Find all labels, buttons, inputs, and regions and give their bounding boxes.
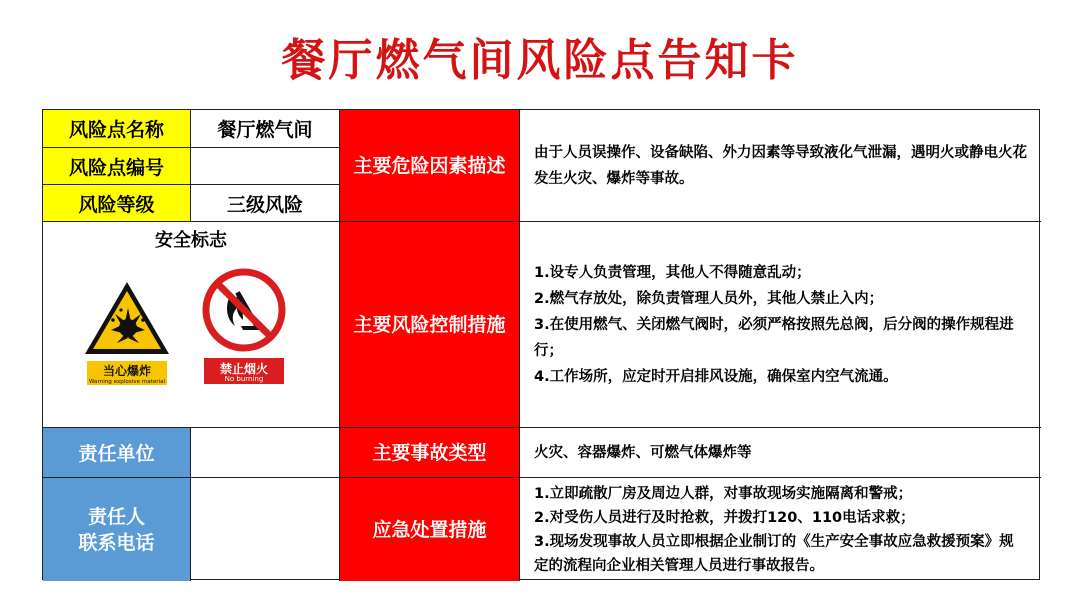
emergency-item: 1.立即疏散厂房及周边人群，对事故现场实施隔离和警戒； bbox=[534, 485, 913, 502]
risk-level-value: 三级风险 bbox=[191, 185, 340, 222]
accident-types-text: 火灾、容器爆炸、可燃气体爆炸等 bbox=[520, 428, 1041, 478]
sign1-label: 当心爆炸 bbox=[102, 364, 152, 378]
contact-label-line2: 联系电话 bbox=[78, 531, 155, 554]
emergency-item: 2.对受伤人员进行及时抢救，并拨打120、110电话求救； bbox=[534, 509, 915, 526]
risk-code-value bbox=[191, 148, 340, 185]
page-title: 餐厅燃气间风险点告知卡 bbox=[281, 35, 799, 86]
control-measures-label: 主要风险控制措施 bbox=[340, 222, 520, 428]
no-fire-icon bbox=[201, 268, 287, 386]
control-item: 3.在使用燃气、关闭燃气阀时，必须严格按照先总阀，后分阀的操作规程进行； bbox=[534, 316, 1014, 359]
hazard-factors-label: 主要危险因素描述 bbox=[340, 110, 520, 222]
safety-signs-title: 安全标志 bbox=[155, 230, 227, 251]
control-item: 4.工作场所，应定时开启排风设施，确保室内空气流通。 bbox=[534, 368, 898, 385]
contact-label-line1: 责任人 bbox=[87, 505, 145, 528]
control-item: 2.燃气存放处，除负责管理人员外，其他人禁止入内； bbox=[534, 290, 884, 307]
control-measures-text bbox=[520, 222, 1041, 428]
contact-value bbox=[191, 478, 340, 581]
sign2-label: 禁止烟火 bbox=[219, 362, 269, 376]
contact-label bbox=[43, 478, 191, 581]
emergency-text bbox=[520, 478, 1041, 581]
sign2-sub: No burning bbox=[224, 375, 264, 383]
emergency-item: 3.现场发现事故人员立即根据企业制订的《生产安全事故应急救援预案》规定的流程向企业相关管理人员进行事故报告。 bbox=[534, 533, 1014, 574]
explosion-warning-icon bbox=[81, 278, 173, 388]
risk-card bbox=[42, 109, 1040, 580]
risk-name-label: 风险点名称 bbox=[43, 110, 191, 148]
responsible-unit-label: 责任单位 bbox=[43, 428, 191, 478]
responsible-unit-value bbox=[191, 428, 340, 478]
control-item: 1.设专人负责管理，其他人不得随意乱动； bbox=[534, 264, 811, 281]
risk-code-label: 风险点编号 bbox=[43, 148, 191, 185]
sign1-sub: Warning explosive material bbox=[88, 379, 166, 385]
risk-name-value: 餐厅燃气间 bbox=[191, 110, 340, 148]
risk-level-label: 风险等级 bbox=[43, 185, 191, 222]
hazard-factors-text: 由于人员误操作、设备缺陷、外力因素等导致液化气泄漏，遇明火或静电火花发生火灾、爆炸等事故。 bbox=[520, 110, 1041, 222]
emergency-label: 应急处置措施 bbox=[340, 478, 520, 581]
accident-types-label: 主要事故类型 bbox=[340, 428, 520, 478]
